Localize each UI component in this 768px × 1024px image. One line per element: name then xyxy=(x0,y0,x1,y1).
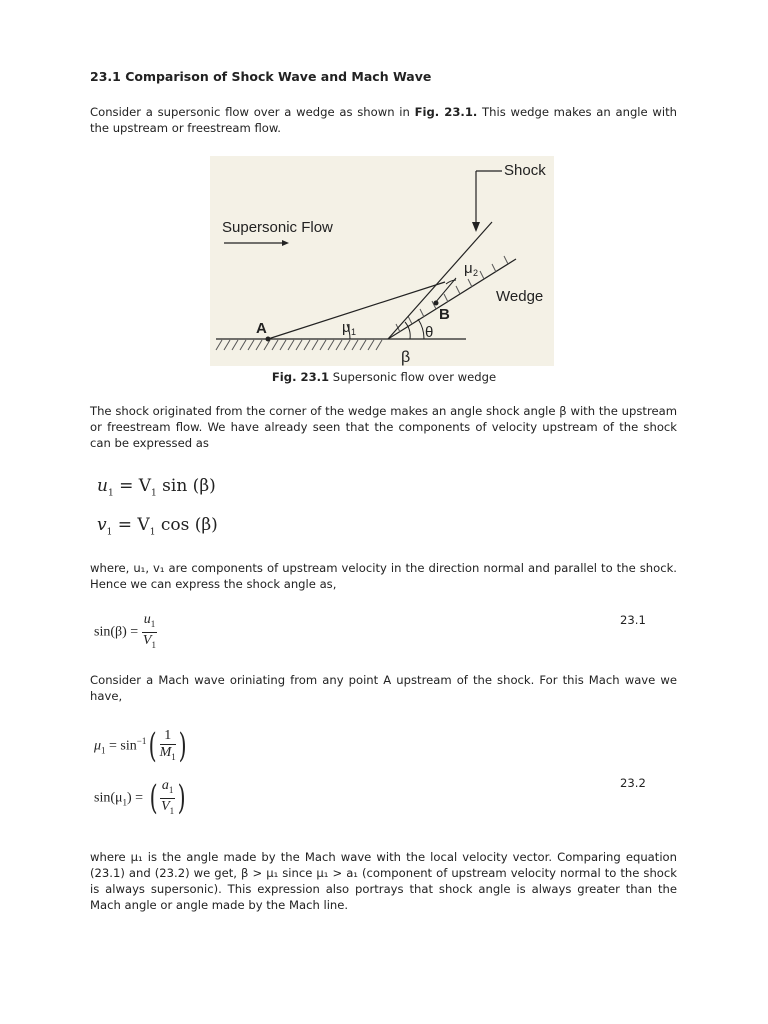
equation-number-23-1: 23.1 xyxy=(620,613,646,627)
eq-u1-lhs: u xyxy=(97,476,108,496)
intro-text-b: This wedge makes an angle with the upstream or freestream flow. xyxy=(90,105,677,135)
eq232-l2-num: a xyxy=(161,778,169,793)
eq-u1-lhs-sub: 1 xyxy=(107,488,114,499)
eq-u1-rhs-sub: 1 xyxy=(151,488,157,499)
eq231-num-sub: 1 xyxy=(150,618,156,629)
paren-left-2: ( xyxy=(149,778,158,819)
beta-label: β xyxy=(401,349,411,366)
intro-paragraph xyxy=(90,104,677,136)
eq-v1-lhs-sub: 1 xyxy=(106,527,113,538)
paren-right-2: ) xyxy=(177,778,186,819)
shock-label: Shock xyxy=(504,162,546,179)
equation-23-1 xyxy=(94,612,157,653)
eq232-l1-fraction xyxy=(160,728,176,765)
mu2-sub: 2 xyxy=(473,268,479,278)
equation-number-23-2: 23.2 xyxy=(620,776,646,790)
eq232-l2-sub: 1 xyxy=(122,797,128,808)
equation-v1 xyxy=(97,515,218,537)
eq232-l2-fraction xyxy=(160,778,176,819)
point-b-label: B xyxy=(439,306,450,323)
point-a-label: A xyxy=(256,320,267,337)
figure-caption xyxy=(0,370,768,384)
figure-23-1 xyxy=(210,156,554,366)
wedge-diagram xyxy=(210,156,554,366)
eq232-l2-num-sub: 1 xyxy=(168,784,174,795)
eq232-l2-den: V xyxy=(161,798,170,814)
eq-v1-fn: cos (β) xyxy=(160,515,218,535)
mach-paragraph: Consider a Mach wave oriniating from any point A upstream of the shock. For this Mach wave we have, xyxy=(90,673,677,703)
mu1-label: μ xyxy=(342,319,351,336)
eq232-l1-sup: −1 xyxy=(136,735,147,746)
equation-23-2-line1 xyxy=(94,728,189,765)
mu1-sub: 1 xyxy=(351,327,357,337)
eq231-lhs: sin(β) = xyxy=(94,624,142,640)
eq231-num: u xyxy=(143,612,151,627)
eq-v1-rhs: = V xyxy=(112,515,150,535)
mu2-label: μ xyxy=(464,260,473,277)
eq232-l1-mid: = sin xyxy=(105,738,137,754)
eq-v1-lhs: v xyxy=(97,515,107,535)
equation-u1 xyxy=(97,476,216,498)
eq232-l1-num: 1 xyxy=(160,728,176,745)
section-title: 23.1 Comparison of Shock Wave and Mach Wave xyxy=(90,69,432,84)
figure-reference: Fig. 23.1. xyxy=(414,105,478,119)
eq231-den-sub: 1 xyxy=(151,639,156,650)
point-a-dot xyxy=(266,337,271,342)
eq232-l2-den-sub: 1 xyxy=(169,805,175,816)
paren-left: ( xyxy=(148,726,157,767)
eq232-l2-end: ) = xyxy=(127,790,147,806)
eq232-l2-lhs: sin(μ xyxy=(94,790,123,806)
flow-label: Supersonic Flow xyxy=(222,219,333,236)
components-paragraph: where, u₁, v₁ are components of upstream velocity in the direction normal and parallel to the shock. Hence we can express the shock angle as, xyxy=(90,561,677,591)
eq-u1-rhs: = V xyxy=(113,476,152,496)
paren-right: ) xyxy=(178,726,187,767)
shock-paragraph: The shock originated from the corner of the wedge makes an angle shock angle β with the upstream or freestream flow. We have already seen that the components of velocity upstream of the shock can be expressed as xyxy=(90,404,677,450)
theta-label: θ xyxy=(425,324,434,341)
eq232-l1-sub: 1 xyxy=(101,745,106,756)
eq232-l1-den: M xyxy=(159,745,172,760)
intro-text-a: Consider a supersonic flow over a wedge as shown in xyxy=(90,105,415,119)
point-b-dot xyxy=(434,301,439,306)
equation-23-2-line2 xyxy=(94,778,189,819)
eq232-l1-lhs: μ xyxy=(94,738,102,754)
eq232-l1-den-sub: 1 xyxy=(171,751,176,762)
caption-label: Fig. 23.1 xyxy=(271,370,330,384)
caption-text: Supersonic flow over wedge xyxy=(329,370,497,384)
eq231-fraction xyxy=(142,612,158,653)
wedge-label: Wedge xyxy=(496,288,544,305)
eq-u1-fn: sin (β) xyxy=(162,476,216,496)
eq-v1-rhs-sub: 1 xyxy=(149,527,156,538)
eq231-den: V xyxy=(142,632,152,648)
conclusion-paragraph: where μ₁ is the angle made by the Mach wave with the local velocity vector. Comparing equation (23.1) and (23.2) we get, β > μ₁ since μ₁ > a₁ (component of upstream velocity normal to the shock is always supersonic). This expression also portrays that shock angle is always greater than the Mach angle or angle made by the Mach line. xyxy=(90,850,677,912)
